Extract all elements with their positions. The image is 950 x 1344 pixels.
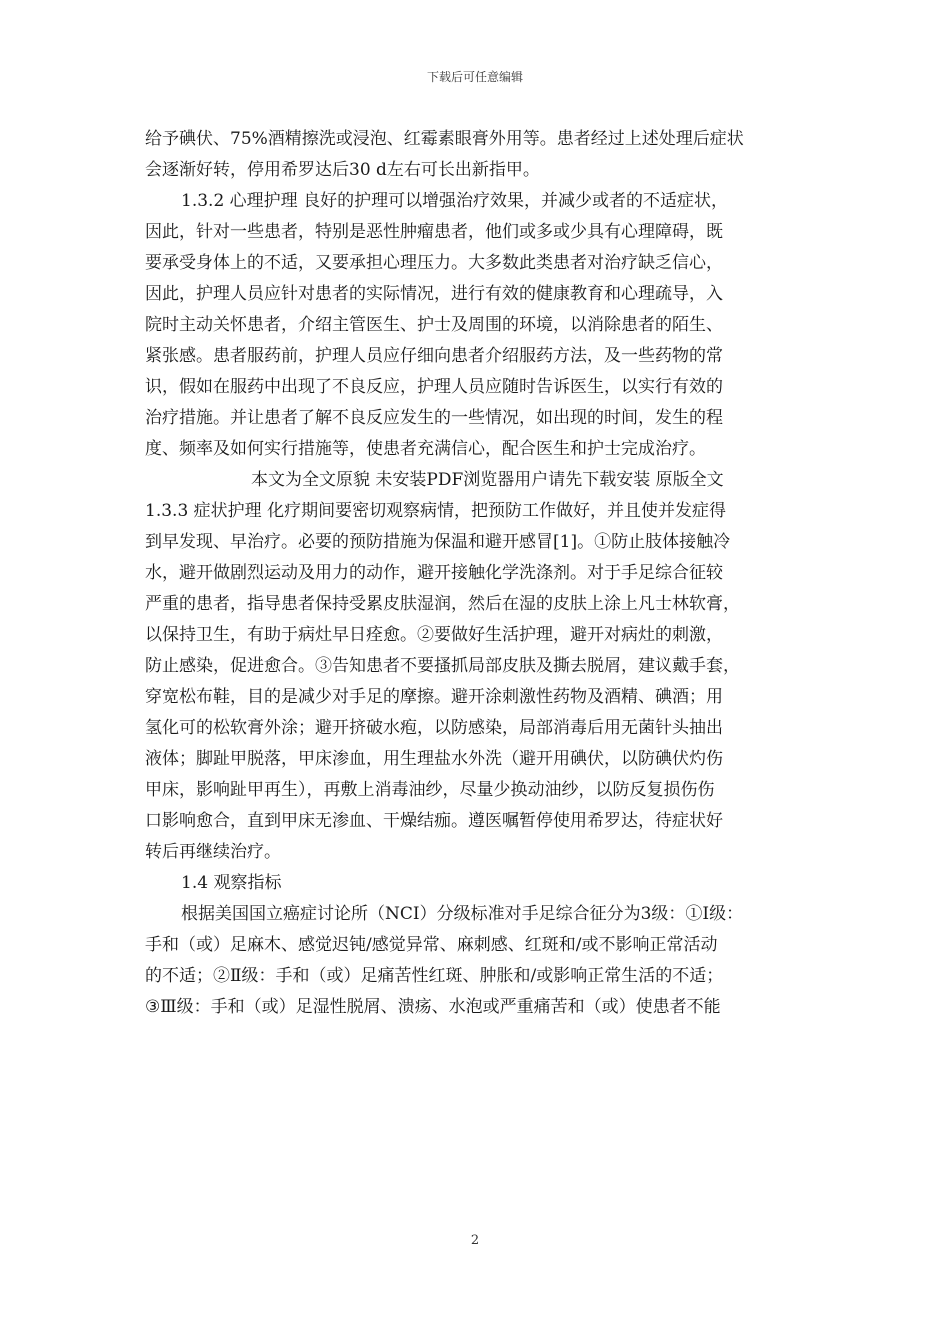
section-heading: 1.4 观察指标 — [181, 873, 282, 893]
text-line: 口影响愈合，直到甲床无渗血、干燥结痂。遵医嘱暂停使用希罗达，待症状好 — [145, 811, 723, 831]
text-line: 识，假如在服药中出现了不良反应，护理人员应随时告诉医生，以实行有效的 — [145, 377, 723, 397]
text-line: 给予碘伏、75%酒精擦洗或浸泡、红霉素眼膏外用等。患者经过上述处理后症状 — [145, 129, 744, 149]
text-line: 院时主动关怀患者，介绍主管医生、护士及周围的环境，以消除患者的陌生、 — [145, 315, 723, 335]
text-line: 度、频率及如何实行措施等，使患者充满信心，配合医生和护士完成治疗。 — [145, 439, 706, 459]
page-number: 2 — [470, 1233, 480, 1248]
text-line: 穿宽松布鞋，目的是减少对手足的摩擦。避开涂刺激性药物及酒精、碘酒；用 — [145, 687, 723, 707]
text-line: 因此，针对一些患者，特别是恶性肿瘤患者，他们或多或少具有心理障碍，既 — [145, 222, 723, 242]
section-heading-line: 1.3.2 心理护理 良好的护理可以增强治疗效果，并减少或者的不适症状， — [181, 191, 729, 211]
text-line: 治疗措施。并让患者了解不良反应发生的一些情况，如出现的时间，发生的程 — [145, 408, 723, 428]
section-heading-line: 1.3.3 症状护理 化疗期间要密切观察病情，把预防工作做好，并且使并发症得 — [145, 501, 727, 521]
text-line: 以保持卫生，有助于病灶早日痊愈。②要做好生活护理，避开对病灶的刺激， — [145, 625, 723, 645]
download-notice: 本文为全文原貌 未安装PDF浏览器用户请先下载安装 原版全文 — [251, 470, 724, 490]
text-line: 转后再继续治疗。 — [145, 842, 281, 862]
text-line: 根据美国国立癌症讨论所（NCI）分级标准对手足综合征分为3级：①Ⅰ级： — [181, 904, 744, 924]
text-line: 会逐渐好转，停用希罗达后30 d左右可长出新指甲。 — [145, 160, 540, 180]
body-text — [145, 124, 817, 1023]
text-line: 紧张感。患者服药前，护理人员应仔细向患者介绍服药方法，及一些药物的常 — [145, 346, 723, 366]
page-header: 下载后可任意编辑 — [426, 70, 523, 84]
text-line: 防止感染，促进愈合。③告知患者不要搔抓局部皮肤及撕去脱屑，建议戴手套， — [145, 656, 740, 676]
text-line: 甲床，影响趾甲再生），再敷上消毒油纱，尽量少换动油纱，以防反复损伤伤 — [145, 780, 715, 800]
text-line: 到早发现、早治疗。必要的预防措施为保温和避开感冒[1]。①防止肢体接触冷 — [145, 532, 731, 552]
text-line: 要承受身体上的不适，又要承担心理压力。大多数此类患者对治疗缺乏信心， — [145, 253, 723, 273]
text-line: 水，避开做剧烈运动及用力的动作，避开接触化学洗涤剂。对于手足综合征较 — [145, 563, 723, 583]
text-line: 因此，护理人员应针对患者的实际情况，进行有效的健康教育和心理疏导，入 — [145, 284, 723, 304]
text-line: 氢化可的松软膏外涂；避开挤破水疱，以防感染，局部消毒后用无菌针头抽出 — [145, 718, 723, 738]
text-line: 手和（或）足麻木、感觉迟钝/感觉异常、麻刺感、红斑和/或不影响正常活动 — [145, 935, 718, 955]
text-line: 严重的患者，指导患者保持受累皮肤湿润，然后在湿的皮肤上涂上凡士林软膏， — [145, 594, 740, 614]
text-line: 液体；脚趾甲脱落，甲床渗血，用生理盐水外洗（避开用碘伏，以防碘伏灼伤 — [145, 749, 723, 769]
text-line: ③Ⅲ级：手和（或）足湿性脱屑、溃疡、水泡或严重痛苦和（或）使患者不能 — [145, 997, 721, 1017]
text-line: 的不适；②Ⅱ级：手和（或）足痛苦性红斑、肿胀和/或影响正常生活的不适； — [145, 966, 724, 986]
